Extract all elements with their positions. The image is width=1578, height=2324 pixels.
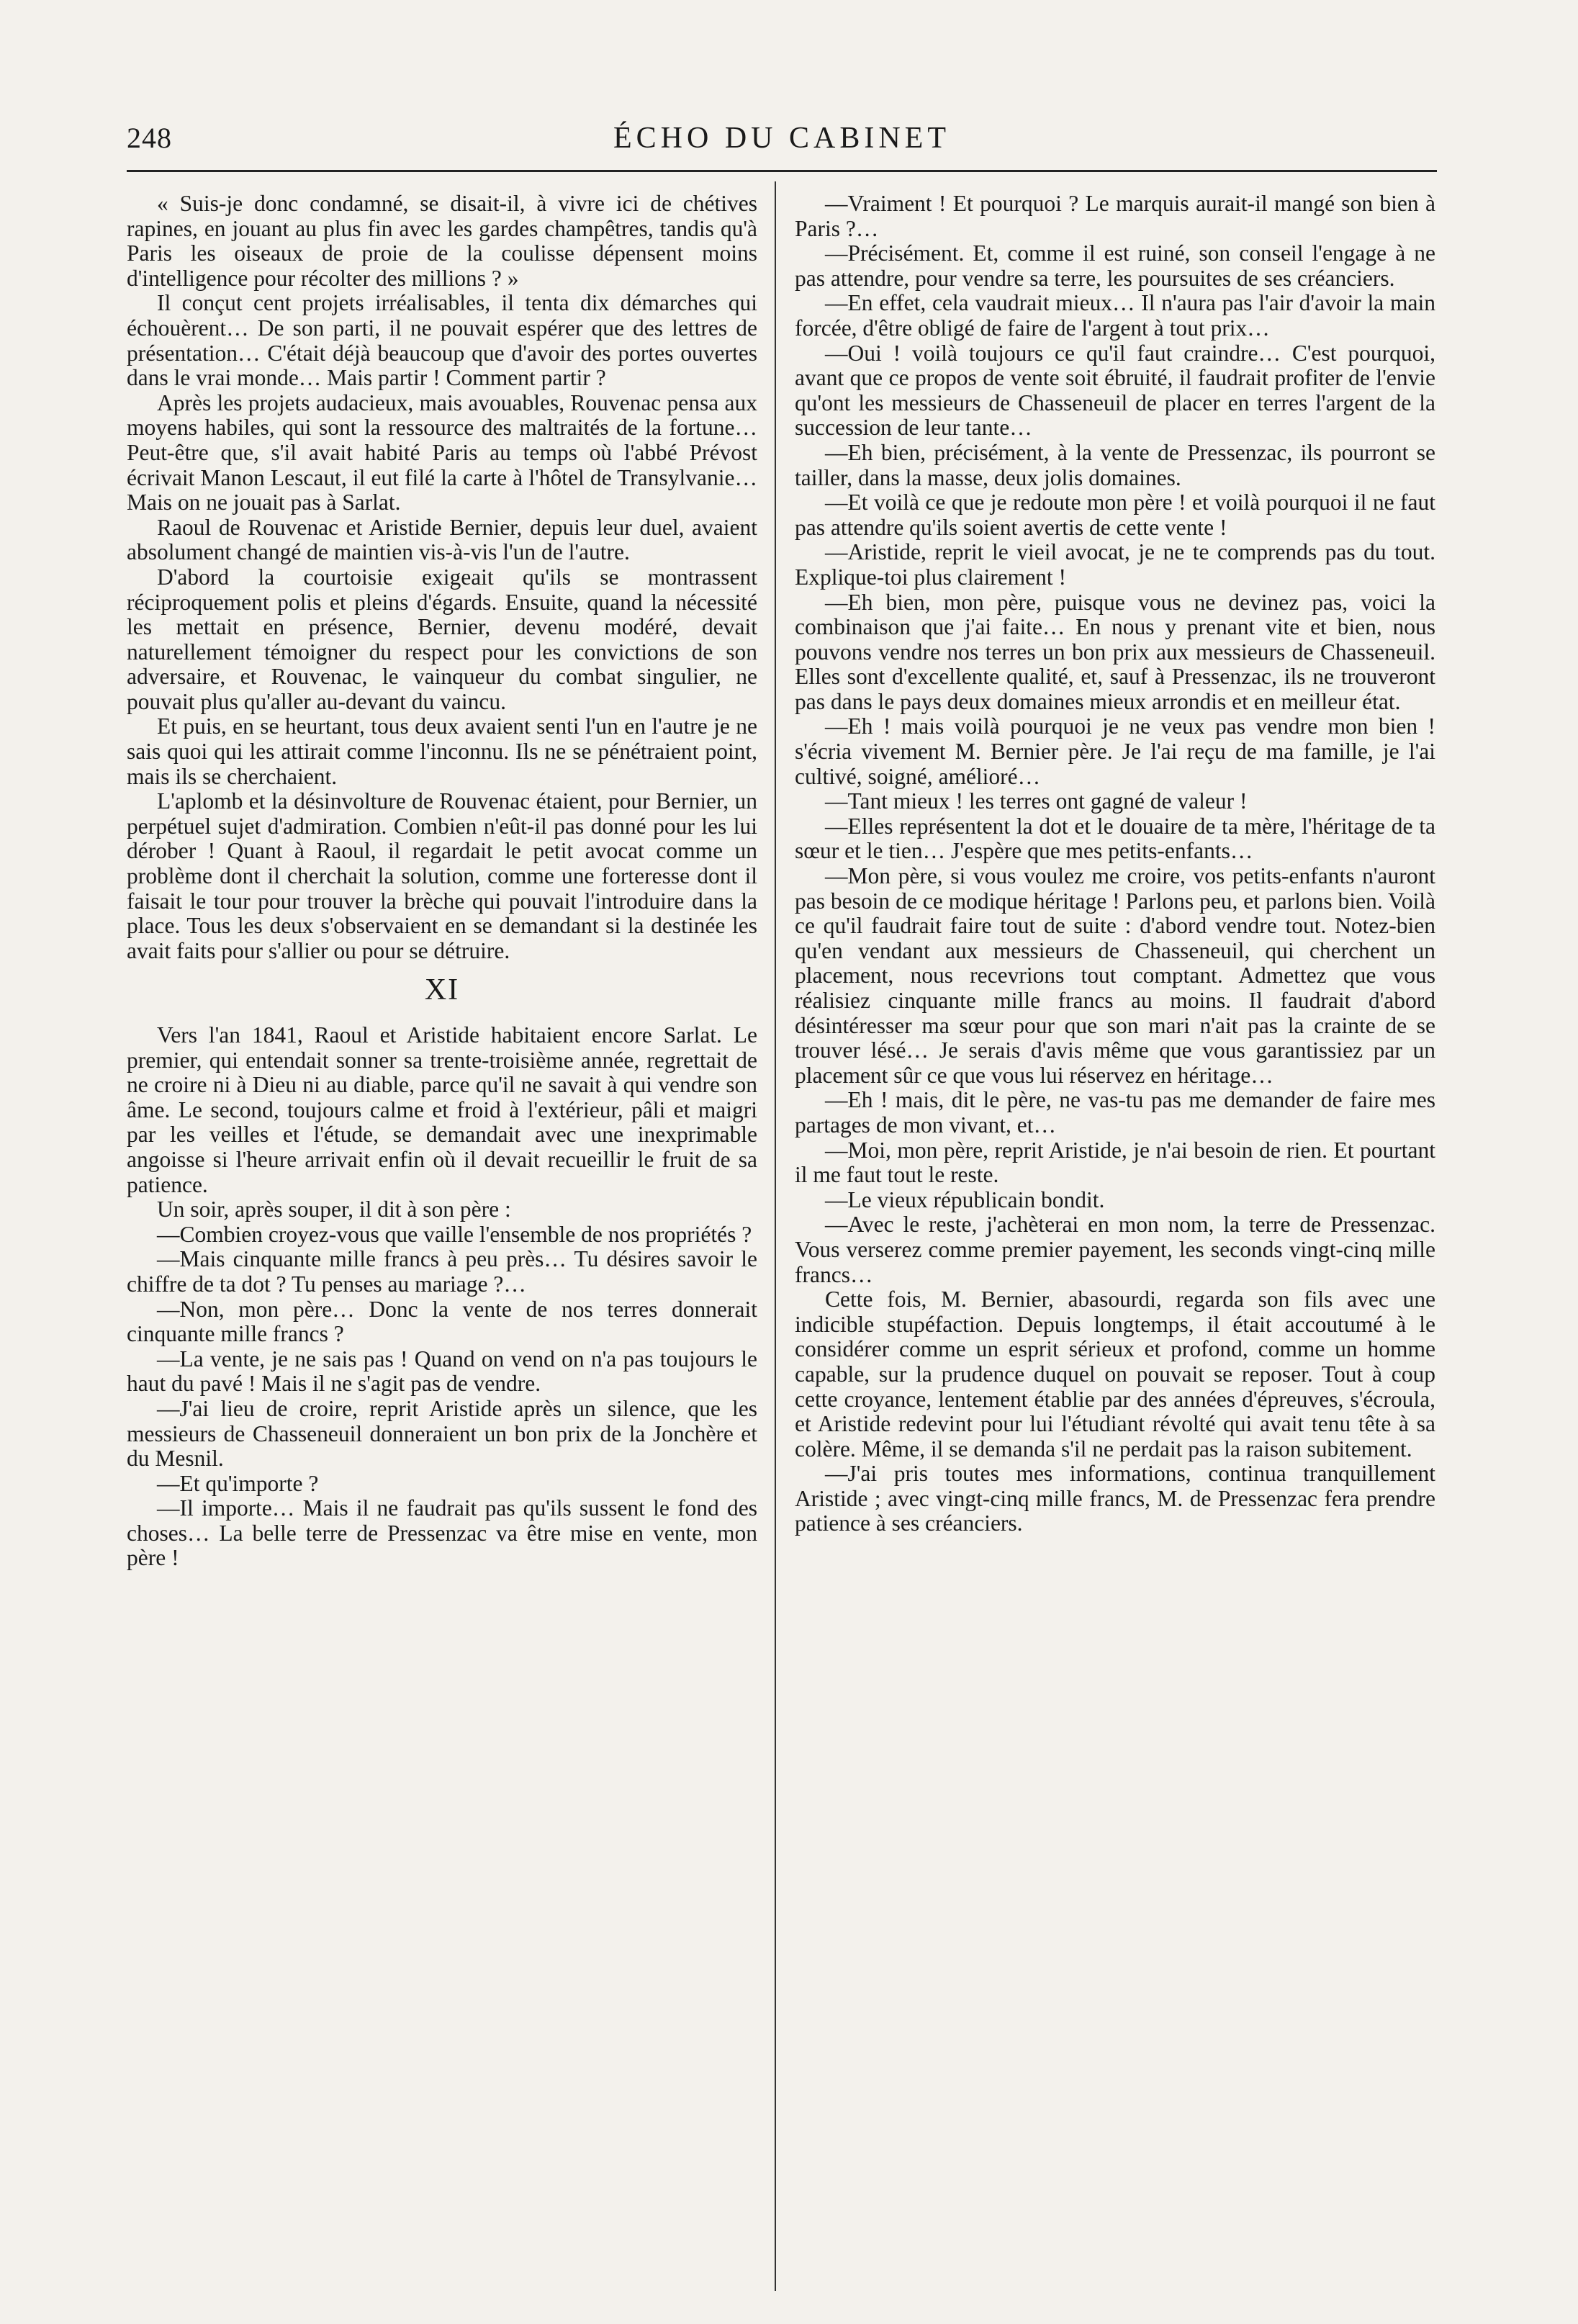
paragraph: —En effet, cela vaudrait mieux… Il n'aura pas l'air d'avoir la main forcée, d'être obligé de faire de l'argent à tout prix… [795, 290, 1435, 341]
paragraph: —Tant mieux ! les terres ont gagné de valeur ! [825, 788, 1248, 814]
paragraph: —Le vieux républicain bondit. [825, 1186, 1105, 1212]
right-column [795, 192, 1435, 2294]
paragraph: —Eh ! mais voilà pourquoi je ne veux pas vendre mon bien ! s'écria vivement M. Bernier père. Je l'ai reçu de ma famille, je l'ai cultivé, soigné, amélioré… [795, 713, 1435, 789]
paragraph: —J'ai lieu de croire, reprit Aristide après un silence, que les messieurs de Chasseneuil donneraient un bon prix de la Jonchère et du Mesnil. [127, 1395, 757, 1472]
paragraph: —Elles représentent la dot et le douaire de ta mère, l'héritage de ta sœur et le tien… J'espère que mes petits-enfants… [795, 813, 1435, 864]
paragraph: —Et qu'importe ? [157, 1470, 319, 1496]
paragraph: —Mon père, si vous voulez me croire, vos petits-enfants n'auront pas besoin de ce modique héritage ! Parlons peu, et parlons bien. Voilà ce qu'il faudrait faire tout de suite : d'abord vendre tout. Notez-bien qu'en vendant aux messieurs de Chasseneuil, qui cherchent un placement, nous recevrions tout comptant. Admettez que vous réalisiez cinquante mille francs au moins. Il faudrait d'abord désintéresser ma sœur pour que son mari n'ait pas la crainte de se trouver lésé… Je serais d'avis même que vous garantissiez par un placement sûr ce que vous lui réservez en héritage… [795, 863, 1435, 1088]
paragraph: —Mais cinquante mille francs à peu près… Tu désires savoir le chiffre de ta dot ? Tu penses au mariage ?… [127, 1246, 757, 1297]
paragraph: Vers l'an 1841, Raoul et Aristide habitaient encore Sarlat. Le premier, qui entendait sonner sa trente-troisième année, regrettait de ne croire ni à Dieu ni au diable, parce qu'il ne savait à qui vendre son âme. Le second, toujours calme et froid à l'extérieur, pâli et maigri par les veilles et l'étude, se demandait avec une inexprimable angoisse si l'heure arrivait enfin où il devait recueillir le fruit de sa patience. [127, 1022, 757, 1197]
paragraph: —Précisément. Et, comme il est ruiné, son conseil l'engage à ne pas attendre, pour vendre sa terre, les poursuites de ses créanciers. [795, 240, 1435, 291]
paragraph: « Suis-je donc condamné, se disait-il, à vivre ici de chétives rapines, en jouant au plus fin avec les gardes champêtres, tandis qu'à Paris les oiseaux de proie de la coulisse dépensent moins d'intelligence pour récolter des millions ? » [127, 192, 757, 291]
paragraph: —Aristide, reprit le vieil avocat, je ne te comprends pas du tout. Explique-toi plus clairement ! [795, 539, 1435, 590]
paragraph: —Il importe… Mais il ne faudrait pas qu'ils sussent le fond des choses… La belle terre de Pressenzac va être mise en vente, mon père ! [127, 1495, 757, 1571]
paragraph: Raoul de Rouvenac et Aristide Bernier, depuis leur duel, avaient absolument changé de maintien vis-à-vis l'un de l'autre. [127, 514, 757, 565]
page-header [127, 121, 1437, 164]
paragraph: —Vraiment ! Et pourquoi ? Le marquis aurait-il mangé son bien à Paris ?… [795, 192, 1435, 241]
paragraph: —Eh ! mais, dit le père, ne vas-tu pas me demander de faire mes partages de mon vivant, et… [795, 1087, 1435, 1138]
paragraph: —Eh bien, mon père, puisque vous ne devinez pas, voici la combinaison que j'ai faite… En nous y prenant vite et bien, nous pouvons vendre nos terres un bon prix aux messieurs de Chasseneuil. Elles sont d'excellente qualité, et, sauf à Pressenzac, ils ne trouveront pas dans le pays deux domaines mieux arrondis et en meilleur état. [795, 589, 1435, 714]
paragraph: Et puis, en se heurtant, tous deux avaient senti l'un en l'autre je ne sais quoi qui les attirait comme l'inconnu. Ils ne se pénétraient point, mais ils se cherchaient. [127, 713, 757, 789]
paragraph: —La vente, je ne sais pas ! Quand on vend on n'a pas toujours le haut du pavé ! Mais il ne s'agit pas de vendre. [127, 1346, 757, 1397]
paragraph: —Oui ! voilà toujours ce qu'il faut craindre… C'est pourquoi, avant que ce propos de vente soit ébruité, il faudrait profiter de l'envie qu'ont les messieurs de Chasseneuil de placer en terres l'argent de la succession de leur tante… [795, 340, 1435, 441]
paragraph: —J'ai pris toutes mes informations, continua tranquillement Aristide ; avec vingt-cinq mille francs, M. de Pressenzac fera prendre patience à ses créanciers. [795, 1461, 1435, 1536]
paragraph: Un soir, après souper, il dit à son père : [157, 1197, 511, 1222]
header-rule [127, 170, 1437, 172]
paragraph: —Moi, mon père, reprit Aristide, je n'ai besoin de rien. Et pourtant il me faut tout le reste. [795, 1137, 1435, 1188]
paragraph: —Avec le reste, j'achèterai en mon nom, la terre de Pressenzac. Vous verserez comme premier payement, les seconds vingt-cinq mille francs… [795, 1212, 1435, 1287]
paragraph: Après les projets audacieux, mais avouables, Rouvenac pensa aux moyens habiles, qui sont la ressource des maltraités de la fortune… Peut-être que, s'il avait habité Paris au temps où l'abbé Prévost écrivait Manon Lescaut, il eut filé la carte à l'hôtel de Transylvanie… Mais on ne jouait pas à Sarlat. [127, 389, 757, 515]
paragraph: D'abord la courtoisie exigeait qu'ils se montrassent réciproquement polis et pleins d'égards. Ensuite, quand la nécessité les mettait en présence, Bernier, devenu modéré, devait naturellement témoigner du respect pour les convictions de son adversaire, et Rouvenac, le vainqueur du combat singulier, ne pouvait plus qu'aller au-devant du vaincu. [127, 564, 757, 714]
chapter-heading: XI [424, 973, 460, 1007]
paragraph: Cette fois, M. Bernier, abasourdi, regarda son fils avec une indicible stupéfaction. Depuis longtemps, il était accoutumé à le considérer comme un esprit sérieux et profond, comme un homme capable, sur la prudence duquel on pouvait se reposer. Tout à coup cette croyance, lentement établie par des années d'épreuves, s'écroula, et Aristide redevint pour lui l'étudiant révolté qui avait tenu tête à sa colère. Même, il se demanda s'il ne perdait pas la raison subitement. [795, 1287, 1435, 1461]
paragraph: —Non, mon père… Donc la vente de nos terres donnerait cinquante mille francs ? [127, 1296, 757, 1347]
column-divider [775, 181, 776, 2291]
page-number: 248 [127, 122, 172, 154]
paragraph: —Combien croyez-vous que vaille l'ensemble de nos propriétés ? [157, 1221, 752, 1247]
paragraph: L'aplomb et la désinvolture de Rouvenac étaient, pour Bernier, un perpétuel sujet d'admiration. Combien n'eût-il pas donné pour les lui dérober ! Quant à Raoul, il regardait le petit avocat comme un problème dont il cherchait la solution, comme une forteresse dont il faisait le tour pour trouver la brèche qui pouvait l'introduire dans la place. Tous les deux s'observaient en se demandant si la destinée les avait faits pour s'allier ou pour se détruire. [127, 788, 757, 963]
left-column [127, 192, 757, 2294]
paragraph: —Eh bien, précisément, à la vente de Pressenzac, ils pourront se tailler, dans la masse, deux jolis domaines. [795, 439, 1435, 490]
running-title: ÉCHO DU CABINET [613, 122, 950, 155]
paragraph: —Et voilà ce que je redoute mon père ! et voilà pourquoi il ne faut pas attendre qu'ils soient avertis de cette vente ! [795, 490, 1435, 540]
paragraph: Il conçut cent projets irréalisables, il tenta dix démarches qui échouèrent… De son parti, il ne pouvait espérer que des lettres de présentation… C'était déjà beaucoup que d'avoir des portes ouvertes dans le vrai monde… Mais partir ! Comment partir ? [127, 290, 757, 391]
